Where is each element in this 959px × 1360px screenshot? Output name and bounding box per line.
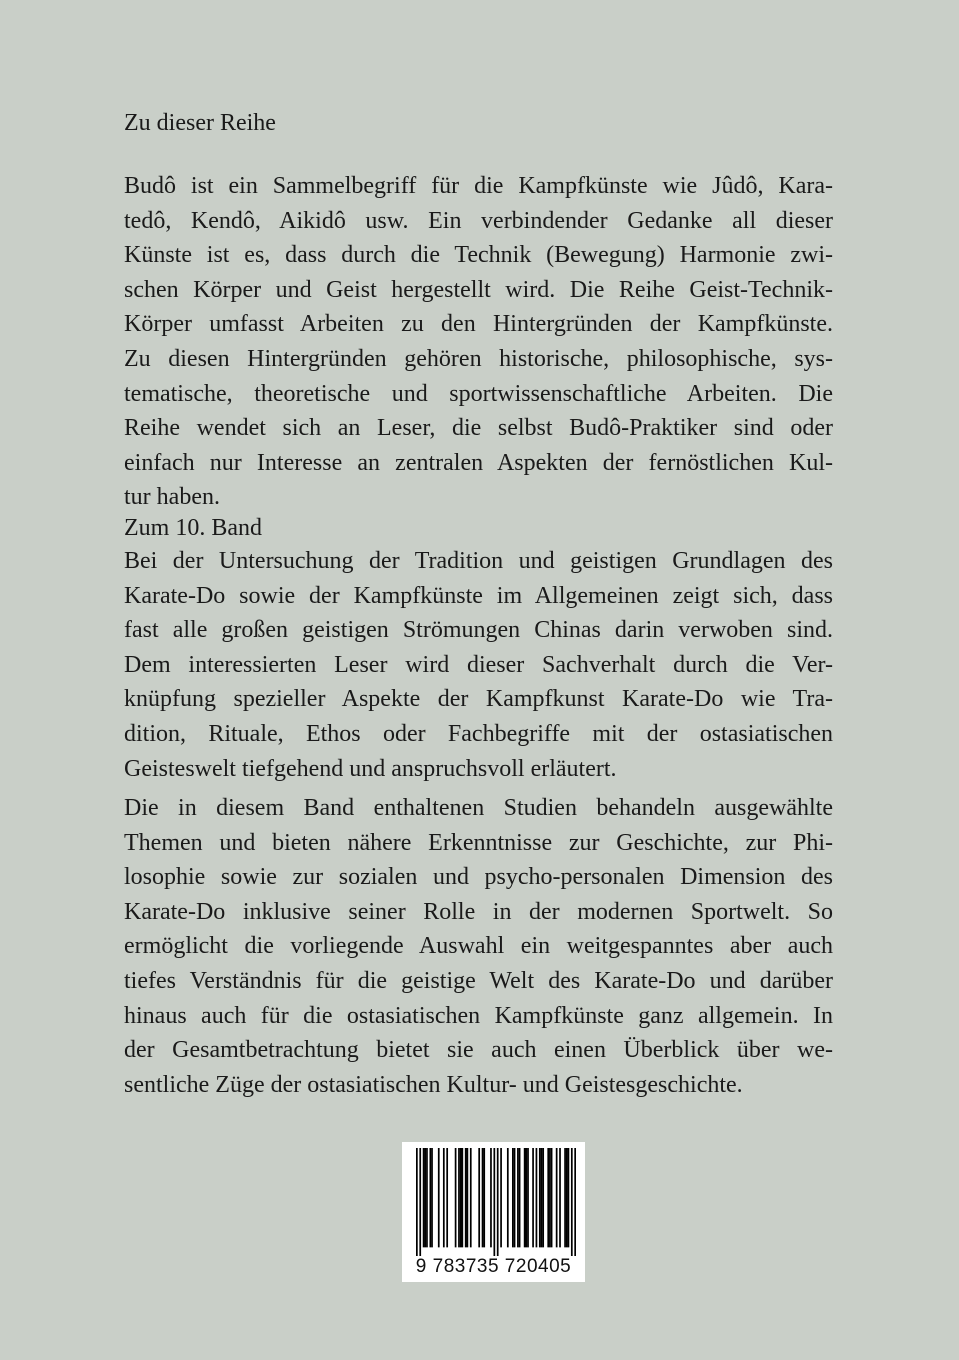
text-line: der Gesamtbetrachtung bietet sie auch einen Überblick über we- xyxy=(124,1037,833,1064)
text-line: dition, Rituale, Ethos oder Fachbegriffe mit der ostasiatischen xyxy=(124,720,833,747)
barcode-bar xyxy=(429,1148,431,1247)
barcode-bar xyxy=(455,1148,457,1247)
barcode-bar xyxy=(532,1148,534,1247)
barcode-bar xyxy=(461,1148,463,1247)
volume-description xyxy=(124,544,833,786)
barcode-bar xyxy=(547,1148,549,1247)
studies-description xyxy=(124,791,833,1102)
barcode-bar xyxy=(424,1148,426,1247)
text-line: Karate-Do sowie der Kampfkünste im Allgemeinen zeigt sich, dass xyxy=(124,582,833,609)
text-line: Zu diesen Hintergründen gehören historische, philosophische, sys- xyxy=(124,345,833,372)
text-line: Körper umfasst Arbeiten zu den Hintergründen der Kampfkünste. xyxy=(124,311,833,338)
barcode-bar xyxy=(467,1148,469,1247)
barcode-bar xyxy=(574,1148,576,1256)
barcode-bar xyxy=(568,1148,570,1247)
text-line: Dem interessierten Leser wird dieser Sachverhalt durch die Ver- xyxy=(124,651,833,678)
series-heading: Zu dieser Reihe xyxy=(124,110,276,136)
text-line: tematische, theoretische und sportwissenschaftliche Arbeiten. Die xyxy=(124,380,833,407)
barcode-bar xyxy=(514,1148,516,1247)
barcode-bar xyxy=(541,1148,543,1247)
barcode-bar xyxy=(438,1148,440,1247)
text-line: Geisteswelt tiefgehend und anspruchsvoll erläutert. xyxy=(124,755,617,782)
barcode-bar xyxy=(512,1148,514,1247)
text-line: tedô, Kendô, Aikidô usw. Ein verbindender Gedanke all dieser xyxy=(124,207,833,234)
barcode-bar xyxy=(517,1148,519,1247)
text-line: tur haben. xyxy=(124,484,220,511)
barcode-bar xyxy=(470,1148,472,1247)
barcode-bar xyxy=(566,1148,568,1247)
text-line: schen Körper und Geist hergestellt wird. Die Reihe Geist-Technik- xyxy=(124,276,833,303)
barcode-bar xyxy=(549,1148,551,1247)
barcode-bar xyxy=(478,1148,480,1247)
barcode-bar xyxy=(571,1148,573,1256)
barcode-bar xyxy=(497,1148,499,1256)
barcode-bar xyxy=(500,1148,502,1247)
text-line: Reihe wendet sich an Leser, die selbst Budô-Praktiker sind oder xyxy=(124,415,833,442)
text-line: einfach nur Interesse an zentralen Aspekten der fernöstlichen Kul- xyxy=(124,449,833,476)
text-line: fast alle großen geistigen Strömungen Chinas darin verwoben sind. xyxy=(124,617,833,644)
barcode-bar xyxy=(542,1148,544,1247)
barcode-bar xyxy=(524,1148,526,1247)
isbn-number: 9 783735 720405 xyxy=(415,1256,572,1277)
text-line: Themen und bieten nähere Erkenntnisse zur Geschichte, zur Phi- xyxy=(124,829,833,856)
text-line: losophie sowie zur sozialen und psycho-personalen Dimension des xyxy=(124,864,833,891)
barcode-bar xyxy=(416,1148,418,1256)
barcode-bar xyxy=(539,1148,541,1247)
barcode-bar xyxy=(519,1148,521,1247)
text-line: ermöglicht die vorliegende Auswahl ein weitgespanntes aber auch xyxy=(124,933,833,960)
barcode-bar xyxy=(493,1148,495,1256)
barcode-bar xyxy=(490,1148,492,1247)
barcode-bar xyxy=(507,1148,509,1247)
text-line: hinaus auch für die ostasiatischen Kampfkünste ganz allgemein. In xyxy=(124,1002,833,1029)
barcode-bar xyxy=(525,1148,527,1247)
volume-heading: Zum 10. Band xyxy=(124,515,262,541)
barcode-bars xyxy=(416,1148,576,1256)
barcode-bar xyxy=(556,1148,558,1247)
barcode-bar xyxy=(446,1148,448,1247)
text-line: Künste ist es, dass durch die Technik (Bewegung) Harmonie zwi- xyxy=(124,242,833,269)
barcode-bar xyxy=(423,1148,425,1247)
text-line: Budô ist ein Sammelbegriff für die Kampfkünste wie Jûdô, Kara- xyxy=(124,173,833,199)
barcode-bar xyxy=(527,1148,529,1247)
volume-heading-block xyxy=(124,511,833,546)
text-line: sentliche Züge der ostasiatischen Kultur- und Geistesgeschichte. xyxy=(124,1071,743,1098)
barcode-bar xyxy=(482,1148,484,1247)
barcode-bar xyxy=(460,1148,462,1247)
text-line: Die in diesem Band enthaltenen Studien behandeln ausgewählte xyxy=(124,795,833,821)
barcode-bar xyxy=(443,1148,445,1247)
text-line: Karate-Do inklusive seiner Rolle in der modernen Sportwelt. So xyxy=(124,898,833,925)
text-line: tiefes Verständnis für die geistige Welt des Karate-Do und darüber xyxy=(124,967,833,994)
isbn-barcode xyxy=(402,1142,585,1282)
text-line: knüpfung spezieller Aspekte der Kampfkunst Karate-Do wie Tra- xyxy=(124,686,833,713)
barcode-bar xyxy=(431,1148,433,1247)
barcode-bar xyxy=(551,1148,553,1247)
barcode-bar xyxy=(458,1148,460,1247)
series-description xyxy=(124,169,833,515)
barcode-bar xyxy=(465,1148,467,1247)
barcode-bar xyxy=(564,1148,566,1247)
barcode-bar xyxy=(536,1148,538,1247)
barcode-bar xyxy=(483,1148,485,1247)
text-line: Bei der Untersuchung der Tradition und geistigen Grundlagen des xyxy=(124,548,833,574)
barcode-bar xyxy=(426,1148,428,1247)
barcode-bar xyxy=(559,1148,561,1247)
barcode-bar xyxy=(419,1148,421,1256)
